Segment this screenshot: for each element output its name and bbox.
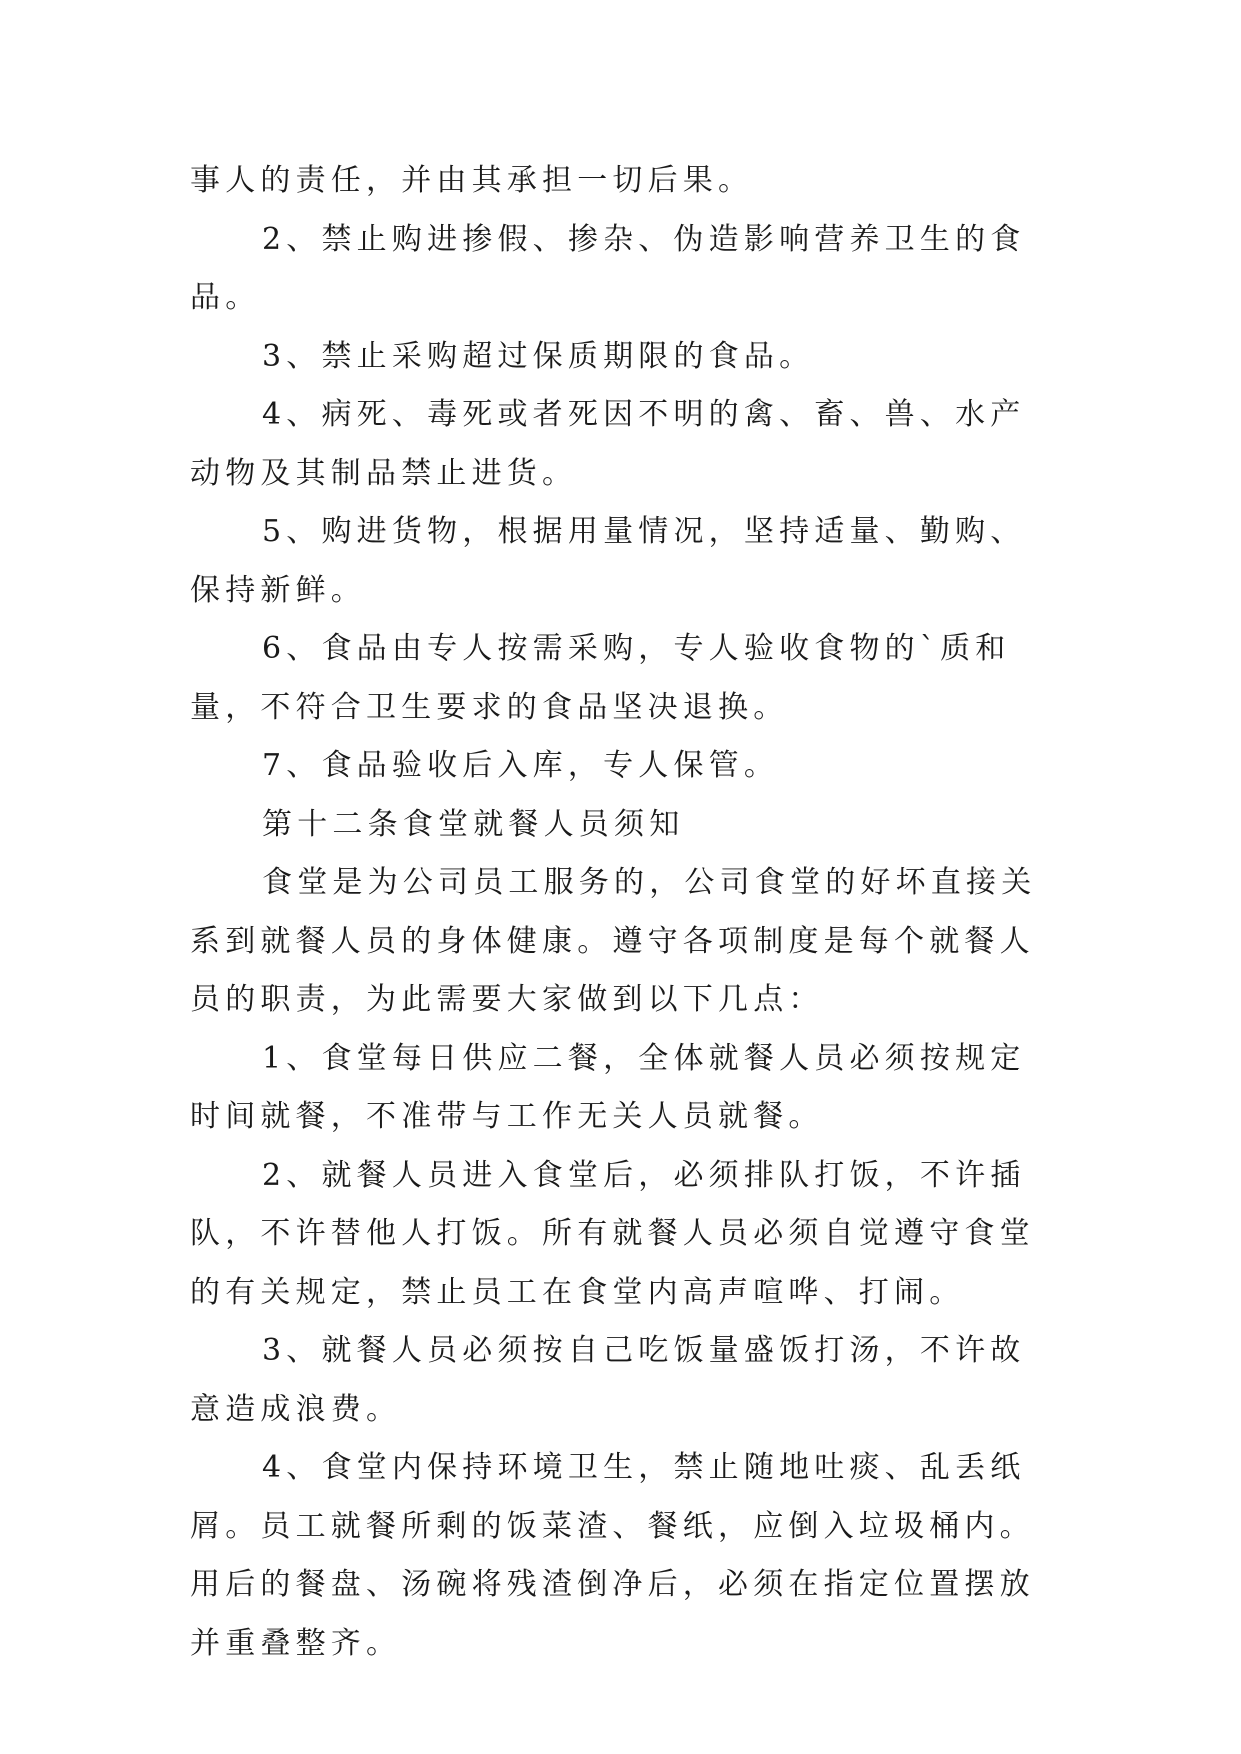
paragraph: 5、购进货物，根据用量情况，坚持适量、勤购、保持新鲜。 <box>190 514 1026 608</box>
paragraph: 4、食堂内保持环境卫生，禁止随地吐痰、乱丢纸屑。员工就餐所剩的饭菜渣、餐纸，应倒入垃圾桶内。用后的餐盘、汤碗将残渣倒净后，必须在指定位置摆放并重叠整齐。 <box>190 1450 1035 1661</box>
paragraph: 6、食品由专人按需采购，专人验收食物的`质和量，不符合卫生要求的食品坚决退换。 <box>190 631 1011 725</box>
paragraph: 食堂是为公司员工服务的，公司食堂的好坏直接关系到就餐人员的身体健康。遵守各项制度是每个就餐人员的职责，为此需要大家做到以下几点： <box>190 865 1037 1017</box>
paragraph: 1、食堂每日供应二餐，全体就餐人员必须按规定时间就餐，不准带与工作无关人员就餐。 <box>190 1040 1026 1134</box>
paragraph: 4、病死、毒死或者死因不明的禽、畜、兽、水产动物及其制品禁止进货。 <box>190 397 1026 491</box>
paragraph: 3、就餐人员必须按自己吃饭量盛饭打汤，不许故意造成浪费。 <box>190 1333 1026 1427</box>
paragraph: 2、禁止购进掺假、掺杂、伪造影响营养卫生的食品。 <box>190 221 1026 315</box>
paragraph: 事人的责任，并由其承担一切后果。 <box>190 163 754 198</box>
paragraph: 2、就餐人员进入食堂后，必须排队打饭，不许插队，不许替他人打饭。所有就餐人员必须自觉遵守食堂的有关规定，禁止员工在食堂内高声喧哗、打闹。 <box>190 1157 1035 1310</box>
paragraph: 7、食品验收后入库，专人保管。 <box>262 748 780 783</box>
document-body <box>190 152 1050 1673</box>
paragraph: 3、禁止采购超过保质期限的食品。 <box>262 338 815 374</box>
section-heading: 第十二条食堂就餐人员须知 <box>262 806 685 842</box>
